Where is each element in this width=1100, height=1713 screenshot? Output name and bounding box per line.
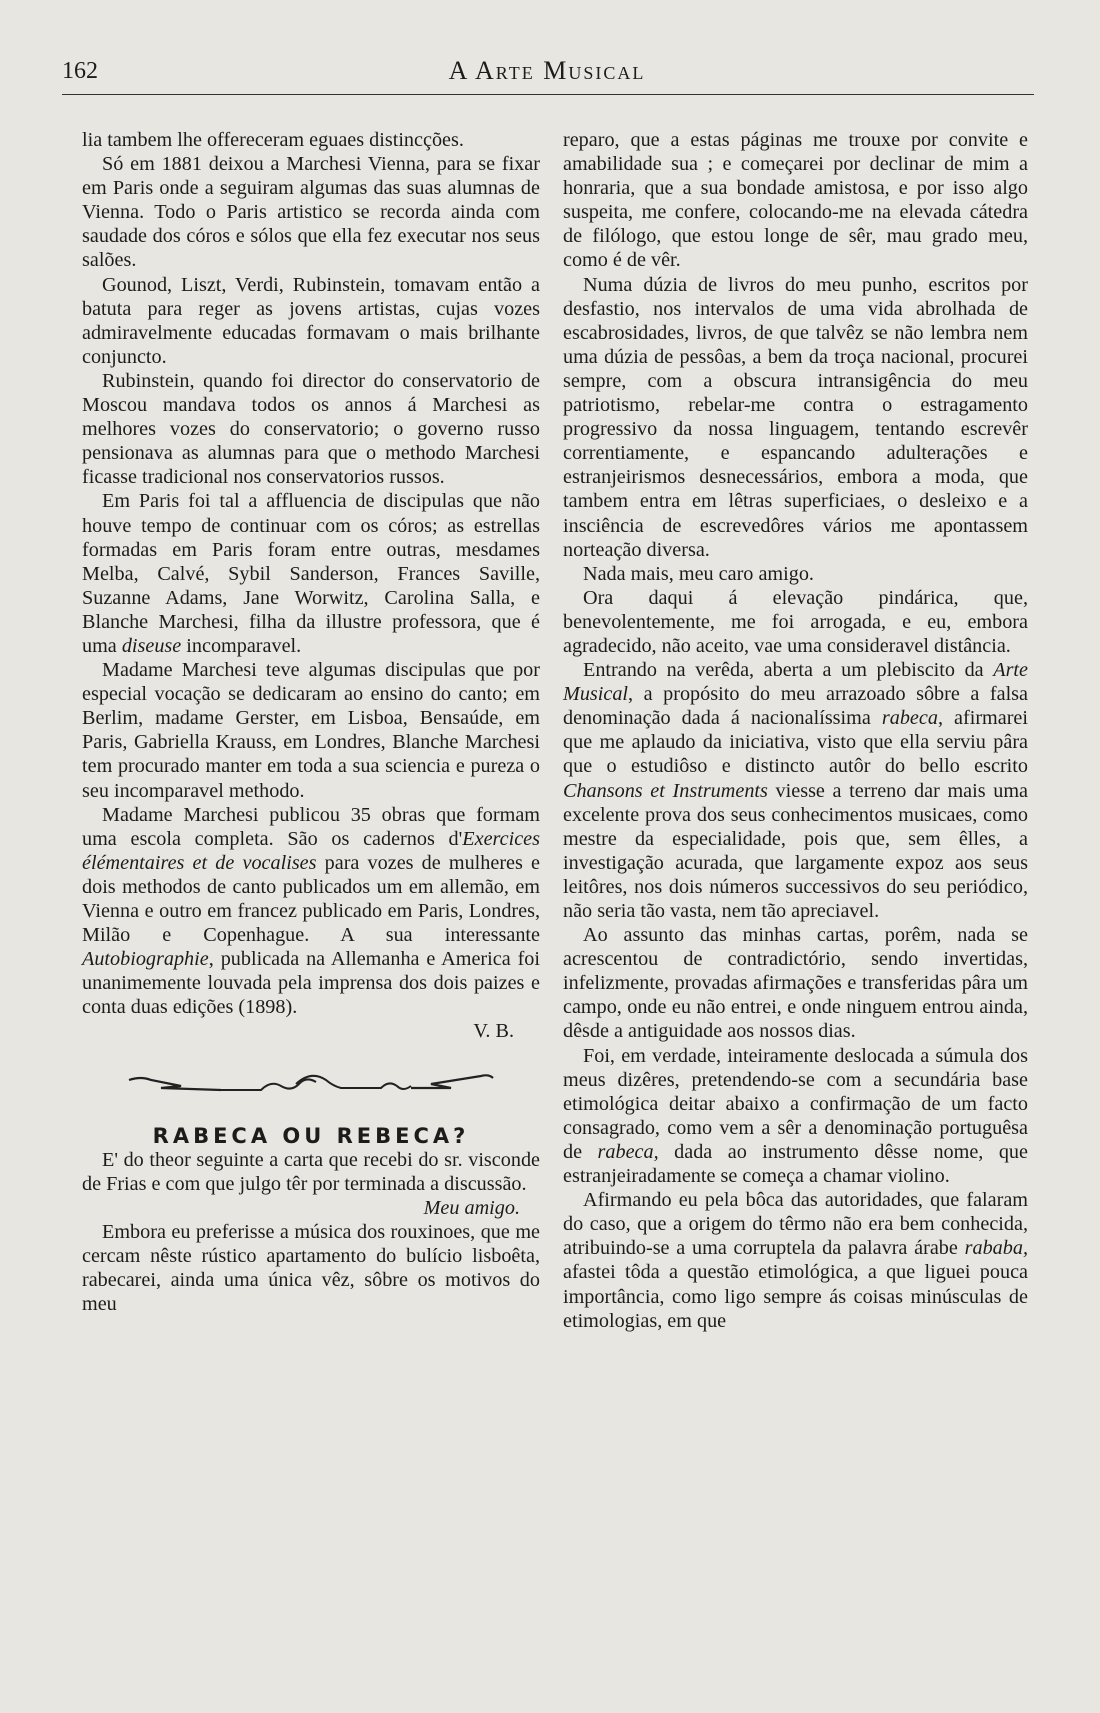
ornament-divider — [121, 1070, 501, 1100]
header-rule — [62, 94, 1034, 95]
page-header — [62, 52, 1032, 92]
paragraph: Madame Marchesi teve algumas discipulas que por especial vocação se dedicaram ao ensino do canto; em Berlim, madame Gerster, em Lisboa, Bensaúde, em Paris, Gabriella Krauss, em Londres, Blanche Marchesi tem procurado manter em toda a sua sciencia e pureza o seu incomparavel methodo. — [82, 659, 540, 802]
text-run: Foi, em verdade, inteiramente deslocada a súmula dos meus dizêres, pretendendo-se com a secundária base etimológica deitar abaixo a confirmação de um facto consagrado, como vem a sêr a denominação portuguêsa de — [563, 1044, 1028, 1163]
paragraph: Numa dúzia de livros do meu punho, escritos por desfastio, nos intervalos de uma vida abrolhada de escabrosidades, livros, de que talvêz se não lembra nem uma dúzia de pessôas, a bem da troça nacional, procurei sempre, com a obscura intransigência do meu patriotismo, rebelar-me contra o estragamento progressivo da nossa linguagem, tentando escrevêr correntiamente, e espancando adulterações e estranjeirismos desnecessários, embora a moda, que tambem entra em lêtras superficiaes, o desleixo e a insciência de escrevedôres vários me apontassem norteação diversa. — [563, 273, 1028, 561]
paragraph: Gounod, Liszt, Verdi, Rubinstein, tomavam então a batuta para reger as jovens artistas, cujas vozes admiravelmente educadas formavam o mais brilhante conjuncto. — [82, 273, 540, 368]
italic-text: rabeca — [881, 707, 938, 730]
paragraph: Só em 1881 deixou a Marchesi Vienna, para se fixar em Paris onde a seguiram algumas das suas alumnas de Vienna. Todo o Paris artistico se recorda ainda com saudade dos córos e sólos que ella fez executar nos seus salões. — [82, 153, 540, 272]
paragraph: E' do theor seguinte a carta que recebi do sr. visconde de Frias e com que julgo têr por terminada a discussão. — [82, 1148, 540, 1195]
paragraph: Embora eu preferisse a música dos rouxinoes, que me cercam nêste rústico apartamento do bulício lisboêta, rabecarei, ainda uma única vêz, sôbre os motivos do meu — [82, 1220, 540, 1316]
left-column — [82, 128, 540, 1316]
text-run: para vozes de mulheres e dois methodos de canto publicados um em allemão, em Vienna e outro em francez publicado em Paris, Londres, Milão e Copenhague. A sua interessante — [82, 851, 540, 947]
paragraph: Rubinstein, quando foi director do conservatorio de Moscou mandava todos os annos á Marchesi as melhores vozes do conservatorio; o governo russo pensionava as alumnas para que o methodo Marchesi ficasse tradicional nos conservatorios russos. — [82, 369, 540, 489]
signature: V. B. — [473, 1020, 514, 1043]
paragraph: reparo, que a estas páginas me trouxe por convite e amabilidade sua ; e começarei por declinar de mim a honraria, que a sua bondade amistosa, e por isso algo suspeita, me confere, colocando-me na elevada cátedra de filólogo, que estou longe de sêr, mau grado meu, como é de vêr. — [563, 129, 1028, 272]
italic-text: Autobiographie — [82, 948, 209, 971]
text-run: Afirmando eu pela bôca das autoridades, que falaram do caso, que a origem do têrmo não era bem conhecida, atribuindo-se a uma corruptela da palavra árabe — [563, 1189, 1028, 1260]
text-run: Entrando na verêda, aberta a um plebiscito da — [583, 659, 994, 682]
section-title: RABECA OU REBECA? — [152, 1123, 470, 1148]
paragraph — [82, 489, 540, 658]
text-run: dada ao instrumento dêsse nome, que estranjeiradamente se começa a chamar violino. — [563, 1140, 1028, 1188]
paragraph — [563, 658, 1028, 923]
paragraph: Ora daqui á elevação pindárica, que, benevolentemente, me foi arrogada, e eu, embora agradecido, não aceito, vae uma consideravel distância. — [563, 586, 1028, 657]
paragraph — [563, 1188, 1028, 1333]
paragraph: Ao assunto das minhas cartas, porêm, nada se acrescentou de contradictório, sendo invertidas, infelizmente, provadas afirmações e transferidas pâra um campo, onde eu não entrei, e onde ninguem entrou ainda, dêsde a antiguidade aos nossos dias. — [563, 924, 1028, 1043]
text-run: Madame Marchesi publicou 35 obras que formam uma escola completa. São os cadernos d' — [82, 803, 540, 850]
text-run: , a propósito do meu arrazoado sôbre a falsa denominação dada á nacionalíssima — [563, 683, 1028, 730]
text-run: viesse a terreno dar mais uma excelente prova dos seus conhecimentos musicaes, como mestre da especialidade, pois que, sem êlles, a investigação acurada, que largamente expoz aos seus leitôres, nos dois números successivos do seu periódico, não seria tão vasta, nem tão apreciavel. — [563, 779, 1029, 922]
page-number: 162 — [62, 58, 98, 84]
text-run: incomparavel. — [181, 634, 302, 657]
salutation: Meu amigo. — [423, 1196, 520, 1219]
italic-text: Chansons et Instruments — [563, 779, 768, 802]
italic-text: Exercices élémentaires et de vocalises — [82, 827, 540, 874]
italic-text: rabeca, — [597, 1140, 659, 1163]
text-run: afastei tôda a questão etimológica, a que liguei pouca importância, como ligo sempre ás coisas minúsculas de etimologias, em que — [563, 1261, 1028, 1332]
right-column — [563, 128, 1028, 1333]
paragraph: lia tambem lhe offereceram eguaes distincções. — [82, 129, 464, 151]
paragraph — [563, 1044, 1028, 1189]
paragraph: Nada mais, meu caro amigo. — [583, 562, 814, 585]
running-title: A Arte Musical — [448, 56, 646, 85]
paragraph — [82, 803, 540, 1020]
italic-text: diseuse — [121, 634, 182, 657]
italic-text: rababa, — [964, 1237, 1028, 1260]
italic-text: Arte Musical — [563, 659, 1028, 706]
text-run: , publicada na Allemanha e America foi unanimemente louvada pela imprensa dos dois paizes e conta duas edições (1898). — [82, 948, 540, 1019]
text-run: Em Paris foi tal a affluencia de discipulas que não houve tempo de continuar com os córos; as estrellas formadas em Paris foram entre outras, mesdames Melba, Calvé, Sybil Sanderson, Frances Saville, Suzanne Adams, Jane Worwitz, Carolina Salla, e Blanche Marchesi, filha da illustre professora, que é uma — [82, 490, 540, 657]
text-run: , afirmarei que me aplaudo da iniciativa, visto que ella serviu pâra que o estudiôso e distincto autôr do bello escrito — [563, 707, 1029, 778]
